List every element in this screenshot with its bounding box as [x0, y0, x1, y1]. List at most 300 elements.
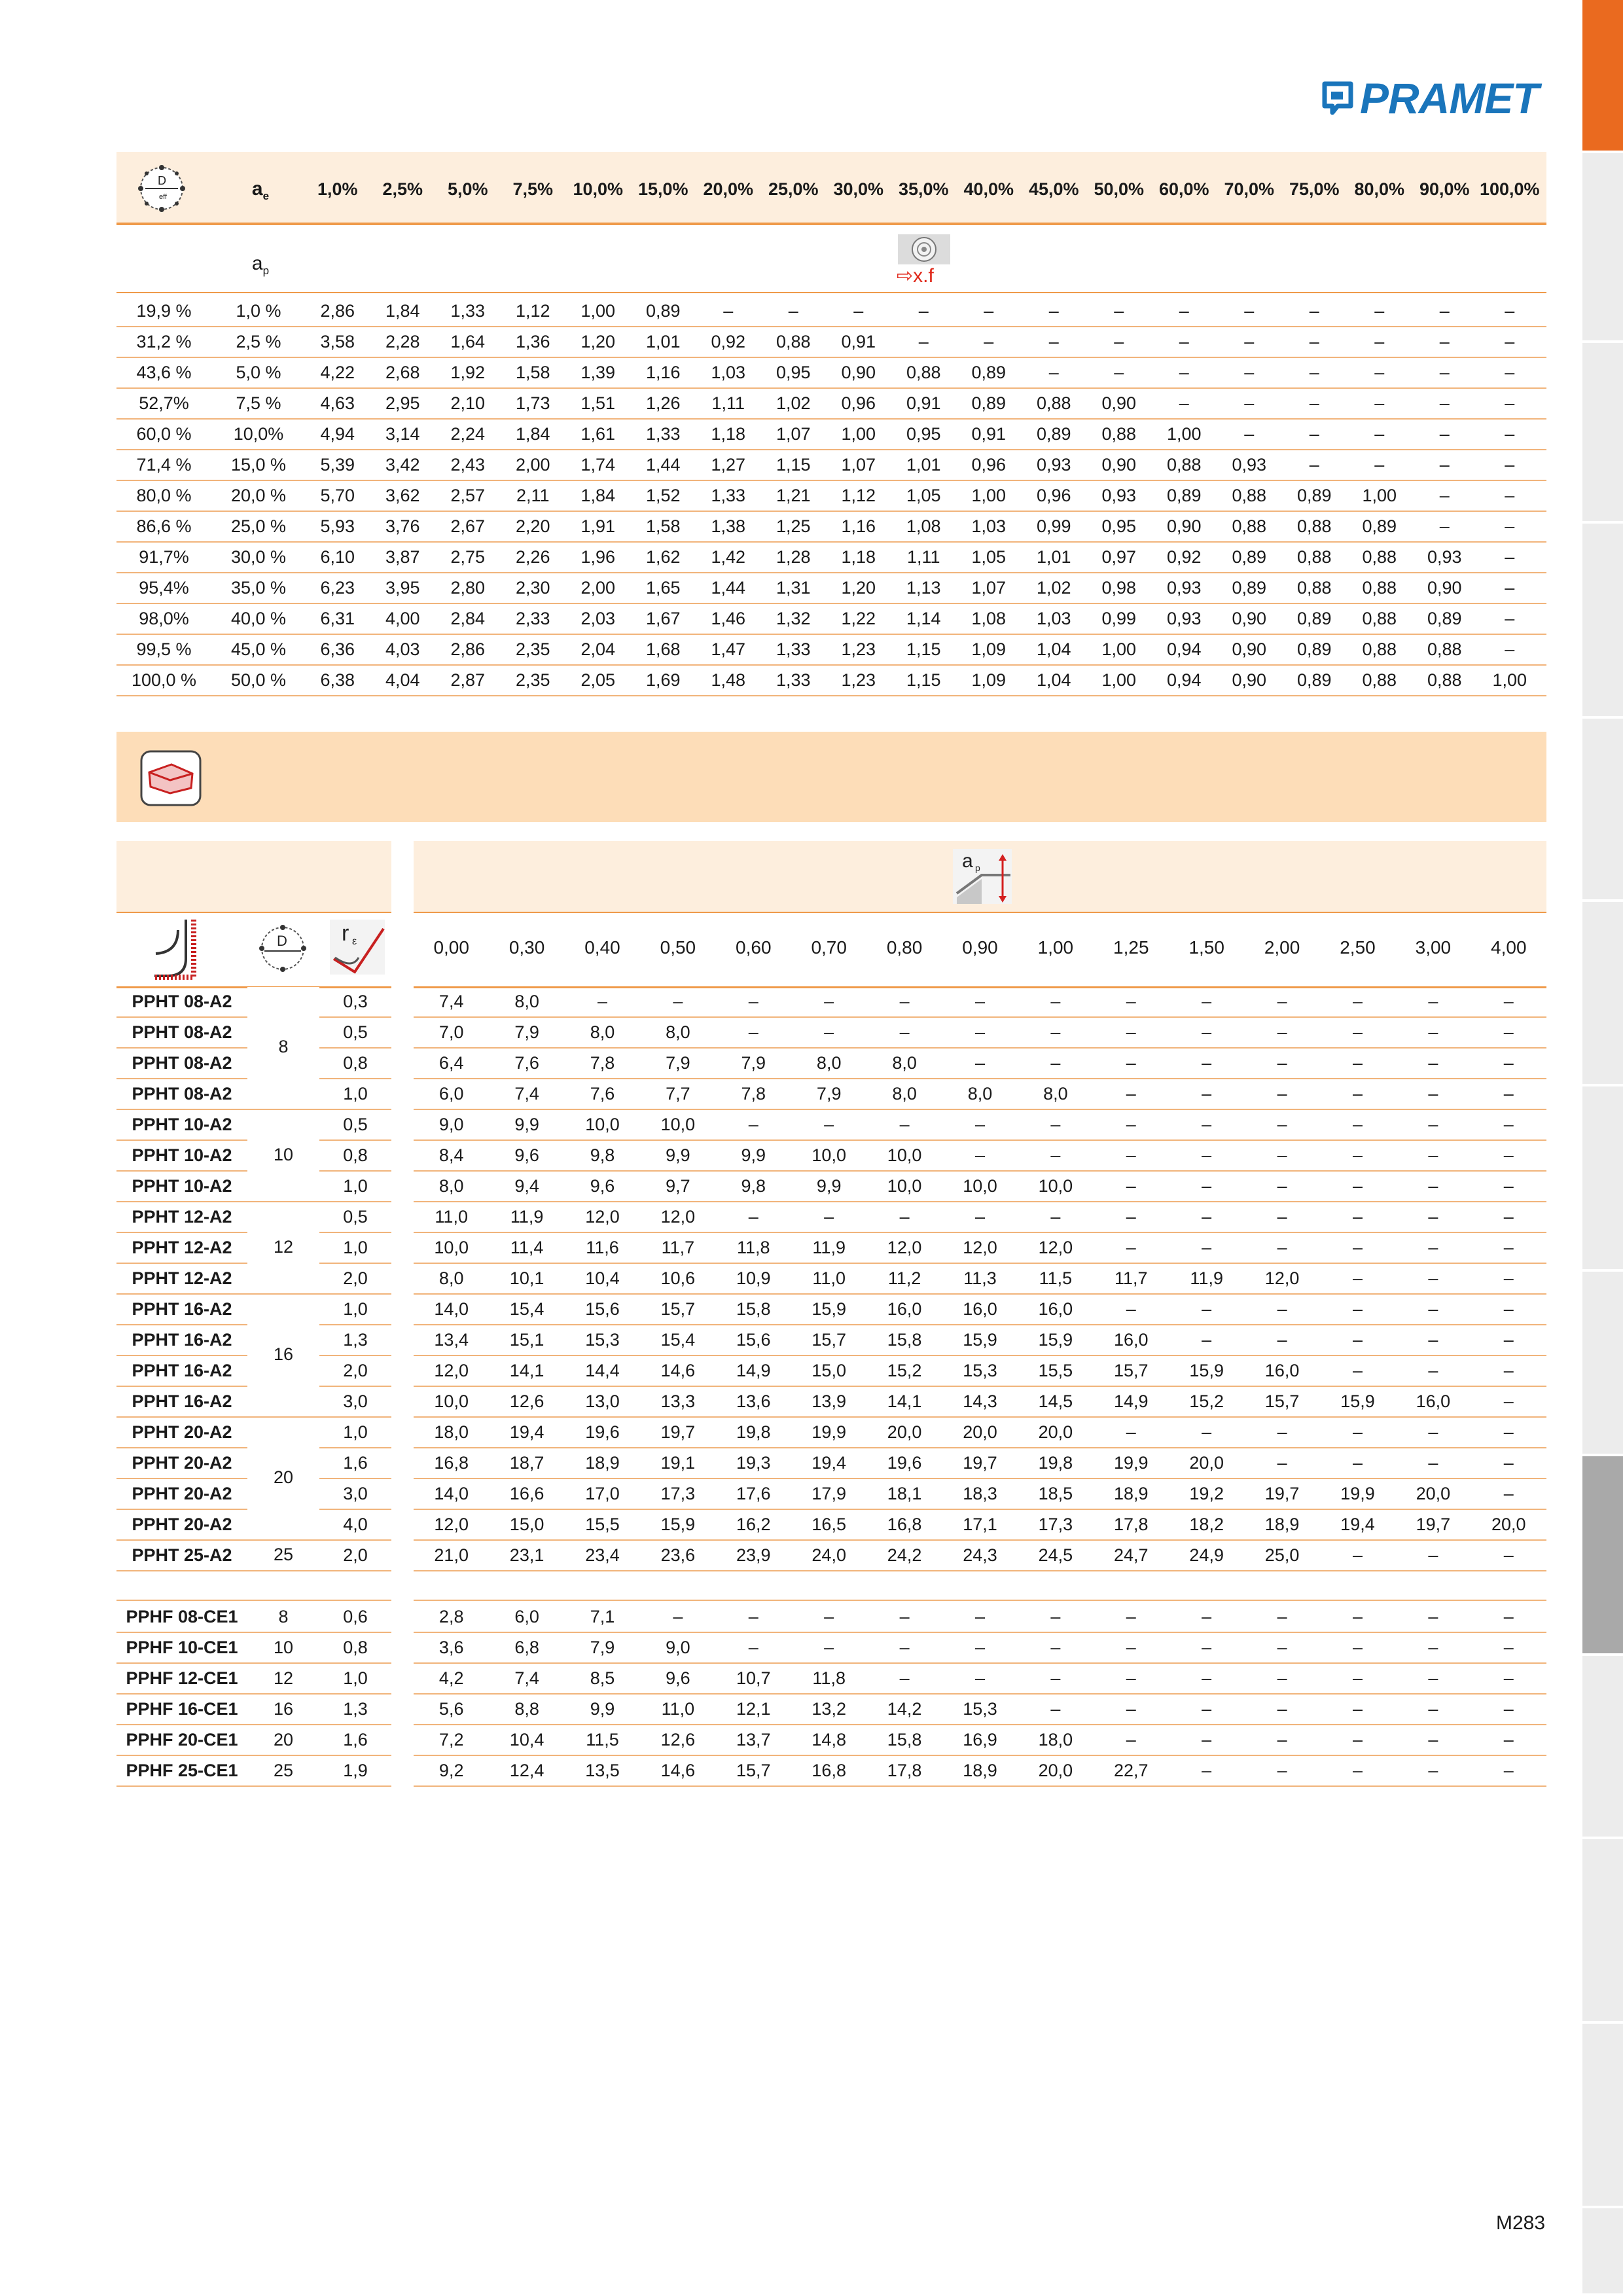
- value-cell: –: [1277, 1730, 1287, 1749]
- value-cell: 12,0: [434, 1361, 469, 1380]
- value-cell: 2,10: [450, 393, 486, 413]
- value-cell: 17,1: [963, 1515, 997, 1534]
- value-cell: 5,6: [438, 1699, 464, 1719]
- ap-cell: 1,0 %: [236, 301, 281, 321]
- value-cell: 1,84: [515, 424, 550, 444]
- value-cell: 0,94: [1166, 670, 1202, 690]
- value-cell: 0,92: [1166, 547, 1202, 567]
- value-cell: 14,4: [585, 1361, 620, 1380]
- value-cell: –: [1277, 1422, 1287, 1442]
- value-cell: –: [974, 992, 985, 1011]
- value-cell: 7,9: [514, 1022, 539, 1042]
- value-cell: –: [1352, 1545, 1363, 1565]
- value-cell: –: [1352, 1361, 1363, 1380]
- value-cell: 9,6: [514, 1145, 539, 1165]
- value-cell: –: [1428, 1299, 1438, 1319]
- value-cell: 15,6: [736, 1330, 771, 1350]
- value-cell: –: [1503, 1668, 1514, 1688]
- value-cell: 1,47: [711, 639, 746, 659]
- value-cell: –: [1202, 1422, 1212, 1442]
- value-cell: –: [788, 301, 798, 321]
- value-cell: –: [1352, 1084, 1363, 1103]
- value-cell: 0,93: [1036, 455, 1071, 475]
- value-cell: 1,65: [645, 578, 681, 598]
- value-cell: 21,0: [434, 1545, 469, 1565]
- value-cell: 19,3: [736, 1453, 771, 1473]
- radius-cell: 0,8: [343, 1638, 368, 1657]
- value-cell: 19,8: [736, 1422, 771, 1442]
- value-cell: –: [824, 992, 834, 1011]
- value-cell: 1,62: [645, 547, 681, 567]
- value-cell: 11,7: [1115, 1268, 1148, 1288]
- value-cell: 0,88: [1232, 486, 1267, 505]
- value-cell: –: [1503, 1115, 1514, 1134]
- value-cell: 2,30: [515, 578, 550, 598]
- value-cell: 0,88: [1362, 639, 1397, 659]
- value-cell: 0,88: [906, 363, 941, 382]
- insert-code-cell: PPHT 12-A2: [132, 1268, 232, 1288]
- value-cell: –: [1428, 1730, 1438, 1749]
- value-cell: 6,23: [320, 578, 355, 598]
- value-cell: 16,5: [812, 1515, 846, 1534]
- ae-column-header: 15,0%: [637, 179, 688, 199]
- section-tab[interactable]: [1582, 902, 1623, 1086]
- value-cell: –: [1503, 1391, 1514, 1411]
- ap-column-header: 0,60: [736, 937, 772, 958]
- value-cell: 3,95: [385, 578, 420, 598]
- value-cell: 0,89: [971, 393, 1007, 413]
- value-cell: 12,0: [585, 1207, 620, 1227]
- value-cell: 16,0: [1114, 1330, 1149, 1350]
- value-cell: 24,9: [1189, 1545, 1224, 1565]
- value-cell: –: [1352, 1207, 1363, 1227]
- value-cell: 0,89: [1036, 424, 1071, 444]
- value-cell: –: [1352, 1053, 1363, 1073]
- ae-column-header: 60,0%: [1158, 179, 1209, 199]
- value-cell: 7,6: [590, 1084, 615, 1103]
- radius-cell: 1,0: [343, 1176, 368, 1196]
- insert-code-cell: PPHT 12-A2: [132, 1238, 232, 1257]
- value-cell: 1,02: [776, 393, 811, 413]
- value-cell: 0,90: [1101, 455, 1137, 475]
- value-cell: 1,92: [450, 363, 486, 382]
- radius-cell: 0,3: [343, 992, 368, 1011]
- value-cell: 15,7: [1264, 1391, 1300, 1411]
- value-cell: –: [1428, 1115, 1438, 1134]
- value-cell: –: [899, 1607, 910, 1626]
- section-tab[interactable]: [1582, 524, 1623, 719]
- value-cell: 3,76: [385, 516, 420, 536]
- value-cell: 15,0: [509, 1515, 544, 1534]
- value-cell: –: [1114, 332, 1124, 351]
- value-cell: 23,9: [736, 1545, 771, 1565]
- value-cell: 16,2: [736, 1515, 771, 1534]
- radius-cell: 1,0: [343, 1422, 368, 1442]
- value-cell: 16,9: [963, 1730, 997, 1749]
- value-cell: 0,90: [1232, 670, 1267, 690]
- value-cell: –: [1428, 1607, 1438, 1626]
- value-cell: 11,0: [812, 1268, 846, 1288]
- value-cell: –: [1505, 455, 1515, 475]
- value-cell: 10,0: [434, 1391, 469, 1411]
- value-cell: 0,88: [776, 332, 811, 351]
- value-cell: –: [1352, 1022, 1363, 1042]
- value-cell: –: [1309, 393, 1319, 413]
- milling-cutter-icon: [897, 230, 953, 267]
- value-cell: –: [1428, 1053, 1438, 1073]
- value-cell: 18,9: [585, 1453, 620, 1473]
- value-cell: 2,67: [450, 516, 486, 536]
- value-cell: 1,20: [841, 578, 876, 598]
- value-cell: 7,6: [514, 1053, 539, 1073]
- value-cell: 0,88: [1296, 516, 1332, 536]
- value-cell: –: [1126, 1022, 1136, 1042]
- value-cell: 1,00: [1166, 424, 1202, 444]
- value-cell: 1,38: [711, 516, 746, 536]
- value-cell: 1,33: [711, 486, 746, 505]
- value-cell: –: [974, 1207, 985, 1227]
- value-cell: –: [1503, 1268, 1514, 1288]
- value-cell: 0,93: [1232, 455, 1267, 475]
- deff-cell: 91,7%: [139, 547, 189, 567]
- value-cell: 19,9: [812, 1422, 846, 1442]
- value-cell: 15,7: [736, 1761, 771, 1780]
- workpiece-icon: [140, 750, 202, 806]
- insert-code-cell: PPHF 20-CE1: [126, 1730, 238, 1749]
- value-cell: –: [1428, 1238, 1438, 1257]
- value-cell: 0,88: [1166, 455, 1202, 475]
- value-cell: 13,4: [434, 1330, 469, 1350]
- value-cell: 1,08: [971, 609, 1007, 628]
- value-cell: 13,2: [812, 1699, 846, 1719]
- value-cell: 9,9: [514, 1115, 539, 1134]
- value-cell: –: [1428, 1022, 1438, 1042]
- value-cell: 15,7: [812, 1330, 846, 1350]
- ap-cell: 10,0%: [233, 424, 284, 444]
- radius-cell: 2,0: [343, 1361, 368, 1380]
- value-cell: 7,4: [514, 1084, 539, 1103]
- value-cell: 8,8: [514, 1699, 539, 1719]
- value-cell: 6,8: [514, 1638, 539, 1657]
- value-cell: 6,38: [320, 670, 355, 690]
- insert-code-cell: PPHF 16-CE1: [126, 1699, 238, 1719]
- value-cell: –: [1428, 1638, 1438, 1657]
- value-cell: 20,0: [1189, 1453, 1224, 1473]
- value-cell: –: [824, 1022, 834, 1042]
- value-cell: 8,0: [590, 1022, 615, 1042]
- value-cell: –: [1114, 301, 1124, 321]
- section-band: [116, 732, 1546, 822]
- ap-column-header: 1,00: [1037, 937, 1074, 958]
- value-cell: 7,9: [816, 1084, 842, 1103]
- value-cell: 11,9: [510, 1207, 544, 1227]
- value-cell: –: [984, 332, 994, 351]
- value-cell: 0,88: [1232, 516, 1267, 536]
- value-cell: 1,18: [841, 547, 876, 567]
- value-cell: 1,33: [776, 670, 811, 690]
- value-cell: 0,93: [1427, 547, 1462, 567]
- value-cell: –: [1050, 1607, 1061, 1626]
- value-cell: 3,87: [385, 547, 420, 567]
- value-cell: 5,39: [320, 455, 355, 475]
- value-cell: 14,8: [812, 1730, 846, 1749]
- value-cell: 15,7: [1114, 1361, 1149, 1380]
- value-cell: 19,2: [1189, 1484, 1224, 1503]
- value-cell: 15,9: [1340, 1391, 1375, 1411]
- value-cell: 16,0: [963, 1299, 997, 1319]
- value-cell: –: [1277, 1668, 1287, 1688]
- section-tab[interactable]: [1582, 1839, 1623, 2024]
- xf-label: ⇨x.f: [897, 265, 934, 287]
- value-cell: –: [748, 992, 758, 1011]
- value-cell: 12,0: [963, 1238, 997, 1257]
- diameter-cell: 8: [278, 1037, 289, 1056]
- value-cell: 1,13: [906, 578, 941, 598]
- value-cell: 15,6: [585, 1299, 620, 1319]
- value-cell: –: [918, 301, 929, 321]
- value-cell: –: [1503, 1330, 1514, 1350]
- value-cell: –: [1428, 1422, 1438, 1442]
- value-cell: –: [1505, 639, 1515, 659]
- value-cell: 16,0: [1264, 1361, 1300, 1380]
- ap-cell: 25,0 %: [230, 516, 287, 536]
- section-tab[interactable]: [1582, 1086, 1623, 1272]
- value-cell: 16,0: [1038, 1299, 1073, 1319]
- ap-cell: 35,0 %: [230, 578, 287, 598]
- value-cell: –: [1126, 1084, 1136, 1103]
- diameter-cell: 25: [273, 1761, 294, 1780]
- value-cell: 18,9: [963, 1761, 997, 1780]
- value-cell: 8,0: [666, 1022, 690, 1042]
- section-tab[interactable]: [1582, 2024, 1623, 2208]
- ae-column-header: 90,0%: [1419, 179, 1470, 199]
- value-cell: 0,89: [1166, 486, 1202, 505]
- value-cell: –: [1126, 1238, 1136, 1257]
- table2-left-header: [116, 841, 391, 913]
- value-cell: 8,0: [438, 1268, 464, 1288]
- value-cell: 8,0: [892, 1053, 917, 1073]
- value-cell: 4,63: [320, 393, 355, 413]
- value-cell: 19,7: [660, 1422, 696, 1442]
- value-cell: 1,05: [971, 547, 1007, 567]
- value-cell: –: [1277, 1053, 1287, 1073]
- value-cell: 0,96: [1036, 486, 1071, 505]
- diameter-cell: 12: [273, 1236, 294, 1257]
- value-cell: –: [1503, 1484, 1514, 1503]
- value-cell: 17,8: [887, 1761, 922, 1780]
- value-cell: 12,6: [660, 1730, 696, 1749]
- value-cell: –: [974, 1115, 985, 1134]
- value-cell: –: [899, 1668, 910, 1688]
- value-cell: 8,0: [967, 1084, 993, 1103]
- value-cell: –: [1244, 424, 1255, 444]
- section-tab[interactable]: [1582, 343, 1623, 524]
- deff-cell: 52,7%: [139, 393, 189, 413]
- section-tab-strip: [1582, 0, 1623, 2296]
- value-cell: –: [1374, 393, 1385, 413]
- insert-code-cell: PPHT 16-A2: [132, 1391, 232, 1411]
- insert-code-cell: PPHT 16-A2: [132, 1299, 232, 1319]
- value-cell: 0,89: [1296, 670, 1332, 690]
- value-cell: 7,8: [741, 1084, 766, 1103]
- section-tab[interactable]: [1582, 2208, 1623, 2296]
- value-cell: 2,00: [580, 578, 616, 598]
- section-tab[interactable]: [1582, 719, 1623, 902]
- value-cell: 11,7: [661, 1238, 695, 1257]
- value-cell: 0,95: [1101, 516, 1137, 536]
- value-cell: 15,1: [509, 1330, 544, 1350]
- value-cell: –: [1428, 1268, 1438, 1288]
- value-cell: –: [1126, 1176, 1136, 1196]
- value-cell: 2,84: [450, 609, 486, 628]
- value-cell: –: [1309, 332, 1319, 351]
- value-cell: 2,05: [580, 670, 616, 690]
- value-cell: –: [1503, 1145, 1514, 1165]
- value-cell: 15,4: [660, 1330, 696, 1350]
- diameter-cell: 8: [278, 1607, 289, 1626]
- value-cell: 1,39: [580, 363, 616, 382]
- value-cell: –: [1352, 1299, 1363, 1319]
- ap-column-header: 4,00: [1491, 937, 1527, 958]
- value-cell: 2,57: [450, 486, 486, 505]
- value-cell: 15,9: [660, 1515, 696, 1534]
- value-cell: 1,00: [1362, 486, 1397, 505]
- cutter-diameter-icon: [257, 922, 309, 975]
- section-tab-current[interactable]: [1582, 1456, 1623, 1656]
- value-cell: 1,52: [645, 486, 681, 505]
- value-cell: 4,03: [385, 639, 420, 659]
- value-cell: 19,7: [963, 1453, 997, 1473]
- value-cell: 6,10: [320, 547, 355, 567]
- value-cell: –: [1309, 424, 1319, 444]
- value-cell: 10,6: [660, 1268, 696, 1288]
- value-cell: 1,09: [971, 670, 1007, 690]
- value-cell: 19,8: [1038, 1453, 1073, 1473]
- value-cell: 7,4: [438, 992, 464, 1011]
- value-cell: 1,00: [1101, 639, 1137, 659]
- value-cell: 15,9: [812, 1299, 846, 1319]
- table1-subheader: [116, 225, 1546, 293]
- section-tab-active[interactable]: [1582, 0, 1623, 153]
- value-cell: –: [1428, 1668, 1438, 1688]
- value-cell: 15,2: [1189, 1391, 1224, 1411]
- value-cell: –: [1277, 1176, 1287, 1196]
- value-cell: 11,4: [510, 1238, 544, 1257]
- value-cell: 7,9: [741, 1053, 766, 1073]
- value-cell: 1,31: [776, 578, 811, 598]
- value-cell: –: [1179, 393, 1189, 413]
- value-cell: –: [1126, 1299, 1136, 1319]
- value-cell: –: [1277, 1299, 1287, 1319]
- value-cell: 10,1: [509, 1268, 544, 1288]
- value-cell: –: [1503, 1084, 1514, 1103]
- value-cell: 9,9: [666, 1145, 690, 1165]
- value-cell: 2,43: [450, 455, 486, 475]
- value-cell: –: [1202, 1638, 1212, 1657]
- value-cell: 1,04: [1036, 670, 1071, 690]
- value-cell: –: [1179, 301, 1189, 321]
- value-cell: 0,90: [1101, 393, 1137, 413]
- value-cell: –: [1439, 332, 1450, 351]
- d-eff-icon: [136, 162, 187, 215]
- ap-cell: 50,0 %: [230, 670, 287, 690]
- value-cell: –: [1048, 332, 1059, 351]
- section-tab[interactable]: [1582, 1656, 1623, 1839]
- value-cell: 1,09: [971, 639, 1007, 659]
- value-cell: 1,12: [841, 486, 876, 505]
- value-cell: 17,8: [1114, 1515, 1149, 1534]
- value-cell: 18,0: [1038, 1730, 1073, 1749]
- deff-cell: 95,4%: [139, 578, 189, 598]
- section-tab[interactable]: [1582, 153, 1623, 343]
- value-cell: –: [1277, 1330, 1287, 1350]
- value-cell: 0,88: [1101, 424, 1137, 444]
- value-cell: –: [824, 1207, 834, 1227]
- value-cell: 20,0: [887, 1422, 922, 1442]
- value-cell: –: [1179, 363, 1189, 382]
- value-cell: 11,2: [887, 1268, 921, 1288]
- value-cell: 1,26: [645, 393, 681, 413]
- value-cell: 1,00: [580, 301, 616, 321]
- value-cell: –: [1277, 1238, 1287, 1257]
- insert-code-cell: PPHT 08-A2: [132, 992, 232, 1011]
- value-cell: 20,0: [1038, 1761, 1073, 1780]
- value-cell: 8,0: [892, 1084, 917, 1103]
- section-tab[interactable]: [1582, 1272, 1623, 1456]
- value-cell: 7,8: [590, 1053, 615, 1073]
- value-cell: 4,00: [385, 609, 420, 628]
- value-cell: –: [748, 1207, 758, 1227]
- value-cell: –: [1439, 486, 1450, 505]
- brand-name: PRAMET: [1360, 74, 1539, 122]
- deff-cell: 86,6 %: [136, 516, 192, 536]
- value-cell: 0,89: [1232, 547, 1267, 567]
- value-cell: 18,9: [1264, 1515, 1300, 1534]
- value-cell: 23,4: [585, 1545, 620, 1565]
- value-cell: –: [1503, 1730, 1514, 1749]
- radius-cell: 4,0: [343, 1515, 368, 1534]
- value-cell: 1,61: [580, 424, 616, 444]
- ap-cell: 20,0 %: [230, 486, 287, 505]
- value-cell: 17,3: [660, 1484, 696, 1503]
- value-cell: 1,69: [645, 670, 681, 690]
- value-cell: 23,1: [509, 1545, 544, 1565]
- ae-column-header: 100,0%: [1479, 179, 1540, 199]
- value-cell: 14,6: [660, 1761, 696, 1780]
- value-cell: 1,36: [515, 332, 550, 351]
- ap-column-header: 0,00: [433, 937, 469, 958]
- value-cell: 19,7: [1416, 1515, 1451, 1534]
- value-cell: –: [1352, 1761, 1363, 1780]
- value-cell: –: [1428, 1207, 1438, 1227]
- value-cell: 1,22: [841, 609, 876, 628]
- value-cell: –: [1050, 1638, 1061, 1657]
- value-cell: –: [1503, 1053, 1514, 1073]
- value-cell: –: [1352, 1145, 1363, 1165]
- value-cell: –: [974, 1638, 985, 1657]
- value-cell: 19,4: [1340, 1515, 1375, 1534]
- value-cell: 1,15: [906, 670, 941, 690]
- value-cell: 7,1: [590, 1607, 615, 1626]
- value-cell: –: [1428, 1176, 1438, 1196]
- value-cell: –: [899, 1207, 910, 1227]
- ap-icon-sub: p: [975, 863, 980, 873]
- insert-code-cell: PPHT 10-A2: [132, 1145, 232, 1165]
- diameter-cell: 20: [273, 1467, 294, 1487]
- value-cell: –: [1126, 1607, 1136, 1626]
- value-cell: –: [1352, 1453, 1363, 1473]
- value-cell: 15,5: [1038, 1361, 1073, 1380]
